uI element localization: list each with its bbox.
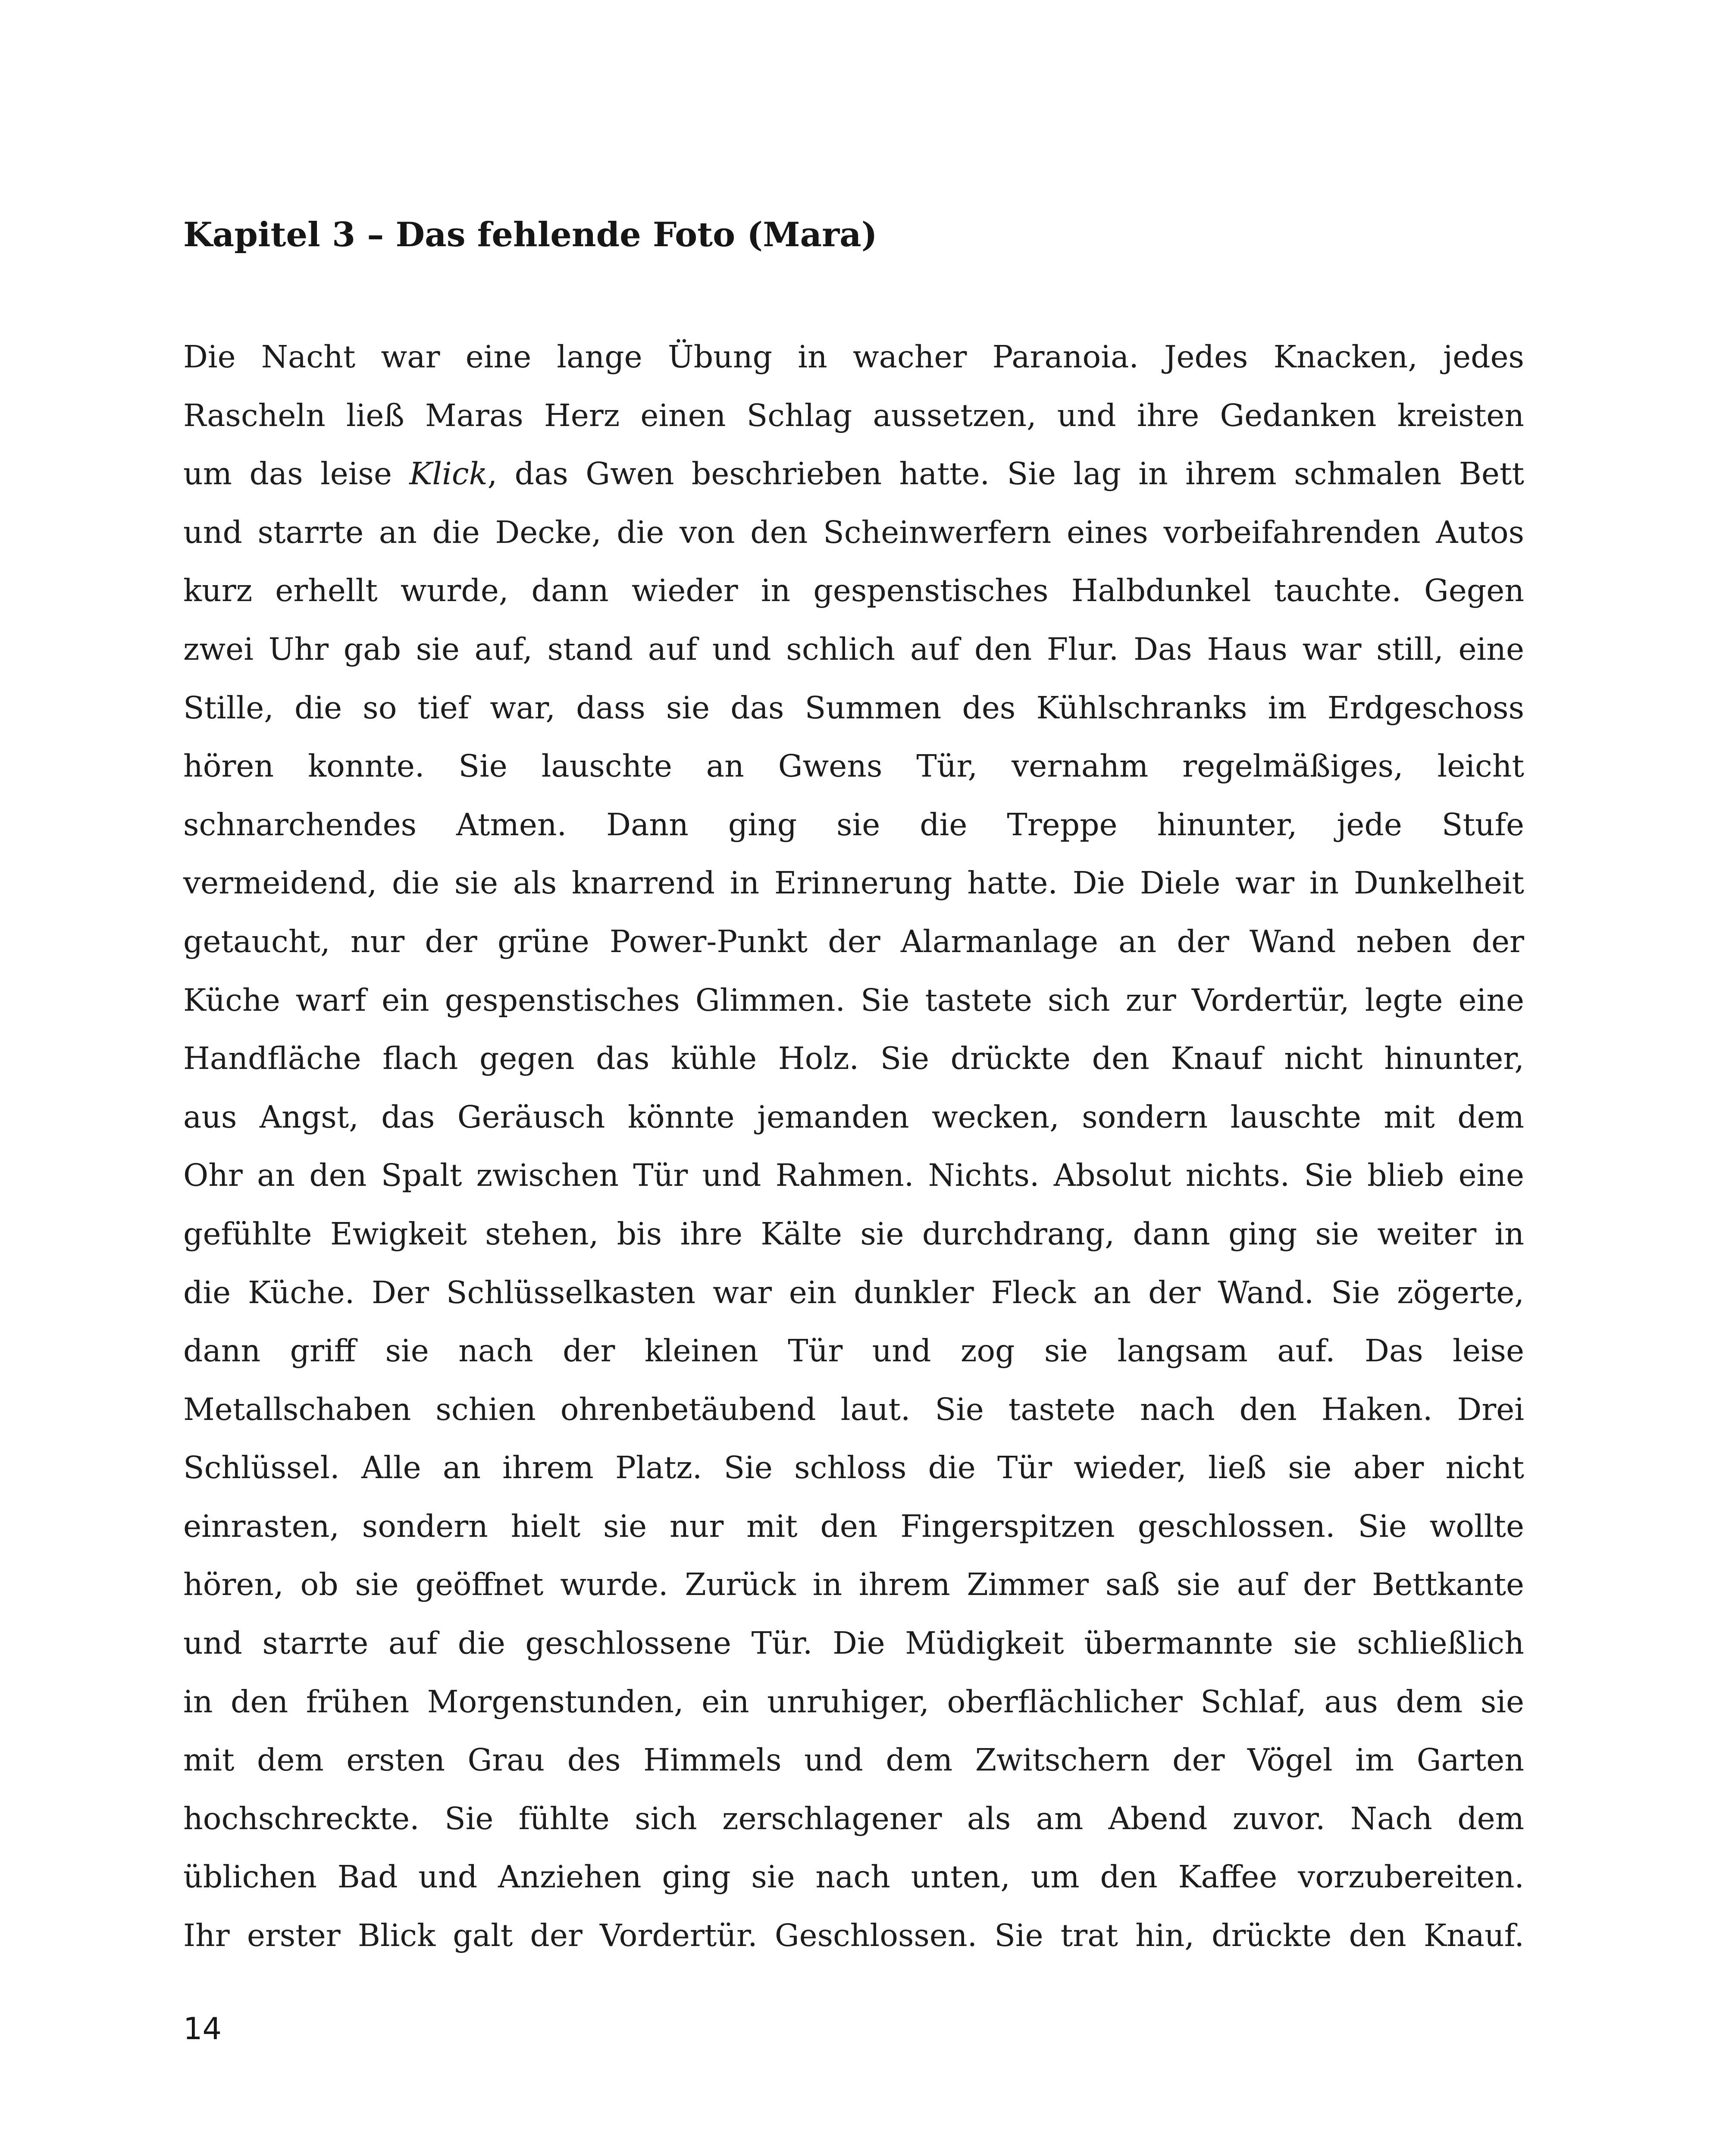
- text-line-segment: dann griff sie nach der kleinen Tür und zog sie langsam auf. Das leise: [183, 1333, 1524, 1369]
- text-line-segment: Schlüssel. Alle an ihrem Platz. Sie schloss die Tür wieder, ließ sie aber nicht: [183, 1450, 1524, 1486]
- text-line-segment: hören, ob sie geöffnet wurde. Zurück in ihrem Zimmer saß sie auf der Bettkante: [183, 1567, 1524, 1603]
- text-line-segment: gefühlte Ewigkeit stehen, bis ihre Kälte sie durchdrang, dann ging sie weiter in: [183, 1216, 1524, 1252]
- text-line-segment: zwei Uhr gab sie auf, stand auf und schlich auf den Flur. Das Haus war still, eine: [183, 631, 1524, 667]
- body-paragraph: [183, 328, 1524, 1965]
- emphasized-word: Klick: [409, 456, 488, 492]
- text-line: [183, 1205, 1524, 1263]
- text-line-segment: Ihr erster Blick galt der Vordertür. Geschlossen. Sie trat hin, drückte den Knauf.: [183, 1918, 1524, 1954]
- text-line-segment: Küche warf ein gespenstisches Glimmen. Sie tastete sich zur Vordertür, legte eine: [183, 982, 1524, 1018]
- text-line-segment: Stille, die so tief war, dass sie das Summen des Kühlschranks im Erdgeschoss: [183, 689, 1524, 726]
- text-line: [183, 1322, 1524, 1380]
- text-line-segment: Ohr an den Spalt zwischen Tür und Rahmen. Nichts. Absolut nichts. Sie blieb eine: [183, 1157, 1524, 1194]
- text-line-segment: mit dem ersten Grau des Himmels und dem Zwitschern der Vögel im Garten: [183, 1742, 1524, 1778]
- text-line: [183, 1789, 1524, 1848]
- text-line: [183, 796, 1524, 854]
- text-line-segment: einrasten, sondern hielt sie nur mit den Fingerspitzen geschlossen. Sie wollte: [183, 1508, 1524, 1544]
- chapter-title: Kapitel 3 – Das fehlende Foto (Mara): [183, 215, 877, 254]
- page-number: 14: [183, 2011, 222, 2046]
- text-line-segment: Rascheln ließ Maras Herz einen Schlag aussetzen, und ihre Gedanken kreisten: [183, 397, 1524, 433]
- text-line: [183, 503, 1524, 562]
- text-line-segment: kurz erhellt wurde, dann wieder in gespenstisches Halbdunkel tauchte. Gegen: [183, 573, 1524, 609]
- text-line-segment: in den frühen Morgenstunden, ein unruhiger, oberflächlicher Schlaf, aus dem sie: [183, 1683, 1524, 1720]
- text-line-segment: um das leise: [183, 456, 410, 492]
- text-line-segment: Metallschaben schien ohrenbetäubend laut. Sie tastete nach den Haken. Drei: [183, 1391, 1524, 1427]
- text-line-segment: und starrte an die Decke, die von den Scheinwerfern eines vorbeifahrenden Autos: [183, 514, 1524, 550]
- text-line-segment: , das Gwen beschrieben hatte. Sie lag in ihrem schmalen Bett: [487, 456, 1524, 492]
- text-line-segment: hochschreckte. Sie fühlte sich zerschlagener als am Abend zuvor. Nach dem: [183, 1800, 1524, 1836]
- text-line: [183, 561, 1524, 620]
- text-line: [183, 1673, 1524, 1731]
- text-line-segment: Die Nacht war eine lange Übung in wacher Paranoia. Jedes Knacken, jedes: [183, 339, 1524, 375]
- text-line-segment: vermeidend, die sie als knarrend in Erinnerung hatte. Die Diele war in Dunkelheit: [183, 865, 1524, 901]
- text-line: [183, 1088, 1524, 1147]
- text-line: [183, 912, 1524, 971]
- text-line: [183, 854, 1524, 912]
- text-line: [183, 971, 1524, 1030]
- text-line: [183, 620, 1524, 679]
- text-line-segment: und starrte auf die geschlossene Tür. Die Müdigkeit übermannte sie schließlich: [183, 1625, 1524, 1661]
- text-line: [183, 1497, 1524, 1556]
- text-line: [183, 1380, 1524, 1439]
- text-line: [183, 1906, 1524, 1965]
- text-line-segment: aus Angst, das Geräusch könnte jemanden wecken, sondern lauschte mit dem: [183, 1099, 1524, 1135]
- text-line-segment: die Küche. Der Schlüsselkasten war ein dunkler Fleck an der Wand. Sie zögerte,: [183, 1274, 1524, 1310]
- text-line: [183, 445, 1524, 503]
- text-line-segment: schnarchendes Atmen. Dann ging sie die Treppe hinunter, jede Stufe: [183, 806, 1524, 843]
- text-line: [183, 1263, 1524, 1322]
- text-line: [183, 386, 1524, 445]
- text-line: [183, 1146, 1524, 1205]
- text-line: [183, 1438, 1524, 1497]
- text-line: [183, 1029, 1524, 1088]
- text-line: [183, 737, 1524, 796]
- text-line-segment: Handfläche flach gegen das kühle Holz. Sie drückte den Knauf nicht hinunter,: [183, 1040, 1524, 1077]
- text-line: [183, 1614, 1524, 1673]
- text-line: [183, 1731, 1524, 1789]
- text-line-segment: üblichen Bad und Anziehen ging sie nach unten, um den Kaffee vorzubereiten.: [183, 1859, 1524, 1895]
- text-line-segment: hören konnte. Sie lauschte an Gwens Tür, vernahm regelmäßiges, leicht: [183, 748, 1524, 784]
- text-line: [183, 328, 1524, 386]
- text-line: [183, 679, 1524, 737]
- text-line: [183, 1848, 1524, 1906]
- text-line: [183, 1555, 1524, 1614]
- text-line-segment: getaucht, nur der grüne Power-Punkt der Alarmanlage an der Wand neben der: [183, 923, 1524, 959]
